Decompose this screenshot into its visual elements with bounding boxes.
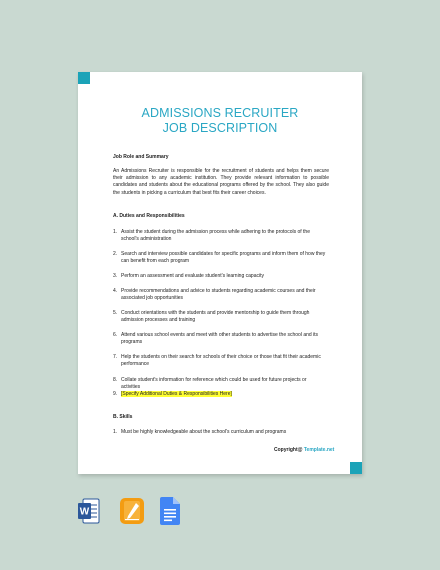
duty-text: Perform an assessment and evaluate student's learning capacity — [121, 273, 264, 279]
duty-text: Provide recommendations and advice to students regarding academic courses and their associated job opportunities — [121, 288, 316, 302]
duties-heading: A. Duties and Responsibilities — [113, 213, 185, 219]
document-title-line2: JOB DESCRIPTION — [162, 121, 278, 135]
skills-heading: B. Skills — [113, 414, 133, 420]
duty-text: Assist the student during the admission process while adhering to the protocols of the school's administration — [121, 229, 310, 243]
skill-number: 1. — [113, 429, 118, 435]
duty-number: 1. — [113, 229, 118, 235]
duty-text: Conduct orientations with the students and provide mentorship to guide them through admission processes and training — [121, 310, 310, 324]
document-title-line1: ADMISSIONS RECRUITER — [141, 106, 299, 120]
duty-number: 6. — [113, 332, 118, 338]
pages-icon[interactable] — [120, 497, 144, 525]
duty-text: Attend various school events and meet with other students to advertise the school and its programs — [121, 332, 319, 346]
duty-number: 9. — [113, 391, 118, 397]
copyright-prefix: Copyright@ — [274, 447, 303, 453]
duty-text: Help the students on their search for schools of their choice or those that fit their academic performance — [121, 354, 321, 368]
duty-number: 3. — [113, 273, 118, 279]
duty-text: Search and interview possible candidates for specific programs and inform them of how they can benefit from each program — [121, 251, 326, 265]
role-heading: Job Role and Summary — [113, 154, 169, 160]
corner-accent-bottom-right — [350, 462, 362, 474]
summary-paragraph: An Admissions Recruiter is responsible for the recruitment of students and helps them secure their admission to any academic institution. They provide relevant information to possible candidates and students about the educational programs offered by the school. They also guide the students in picking a curriculum that best fits their career choices. — [113, 168, 329, 196]
placeholder-highlight[interactable]: [Specify Additional Duties & Responsibilities Here] — [121, 391, 232, 397]
duty-number: 5. — [113, 310, 118, 316]
duty-number: 8. — [113, 377, 118, 383]
google-docs-icon[interactable] — [160, 497, 180, 525]
duty-number: 4. — [113, 288, 118, 294]
corner-accent-top-left — [78, 72, 90, 84]
duty-number: 7. — [113, 354, 118, 360]
copyright-notice — [274, 447, 334, 453]
skill-text: Must be highly knowledgeable about the school's curriculum and programs — [121, 429, 287, 435]
word-icon[interactable] — [78, 497, 100, 525]
duty-number: 2. — [113, 251, 118, 257]
duty-text: Collate student's information for reference which could be used for future projects or activities — [121, 377, 307, 391]
copyright-brand-link[interactable]: Template.net — [303, 447, 335, 453]
word-icon-letter: W — [79, 506, 90, 518]
